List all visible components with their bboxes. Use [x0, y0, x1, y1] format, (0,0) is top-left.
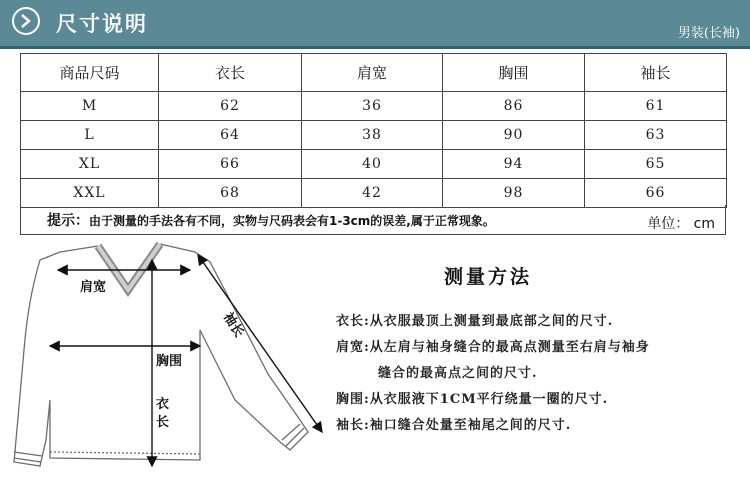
column-header: 衣长	[159, 54, 302, 92]
method-line-shoulder: 肩宽:从左肩与袖身缝合的最高点测量至右肩与袖身	[336, 340, 650, 355]
column-header: 袖长	[585, 54, 727, 92]
table-cell: 36	[302, 92, 443, 121]
table-cell: 61	[585, 92, 727, 121]
table-cell: 90	[443, 121, 585, 150]
table-cell: 38	[302, 121, 443, 150]
method-line-length: 衣长:从衣服最顶上测量到最底部之间的尺寸.	[336, 314, 614, 329]
table-row	[21, 121, 727, 150]
table-cell: 42	[302, 179, 443, 208]
table-cell: 66	[585, 179, 727, 208]
unit-label: 单位： cm	[647, 216, 715, 232]
shoulder-label: 肩宽	[80, 280, 107, 295]
length-label: 衣长	[156, 397, 170, 430]
table-cell: 62	[159, 92, 302, 121]
table-row	[21, 92, 727, 121]
table-header-row	[21, 54, 727, 92]
table-cell: XXL	[21, 179, 159, 208]
tip-row	[20, 205, 726, 235]
size-table	[20, 53, 727, 208]
column-header: 商品尺码	[21, 54, 159, 92]
tip-label: 提示：	[47, 213, 89, 229]
tip-note	[47, 210, 495, 230]
table-row	[21, 179, 727, 208]
table-cell: L	[21, 121, 159, 150]
chest-label: 胸围	[156, 354, 183, 369]
table-cell: 66	[159, 150, 302, 179]
table-row	[21, 150, 727, 179]
table-cell: 86	[443, 92, 585, 121]
method-line-chest: 胸围:从衣服液下1CM平行绕量一圈的尺寸.	[336, 392, 609, 407]
table-cell: 63	[585, 121, 727, 150]
sleeve-label: 袖长	[219, 310, 247, 341]
header-banner	[0, 0, 750, 49]
method-title: 测量方法	[444, 266, 533, 288]
table-cell: 68	[159, 179, 302, 208]
table-cell: 94	[443, 150, 585, 179]
method-line-sleeve: 袖长:袖口缝合处量至袖尾之间的尺寸.	[336, 418, 572, 433]
table-cell: 40	[302, 150, 443, 179]
table-cell: XL	[21, 150, 159, 179]
table-cell: 98	[443, 179, 585, 208]
table-cell: M	[21, 92, 159, 121]
table-cell: 64	[159, 121, 302, 150]
column-header: 胸围	[443, 54, 585, 92]
header-subtitle: 男装(长袖)	[677, 26, 740, 41]
column-header: 肩宽	[302, 54, 443, 92]
tip-text: 由于测量的手法各有不同，实物与尺码表会有1-3cm的误差,属于正常现象。	[89, 214, 495, 228]
table-cell: 65	[585, 150, 727, 179]
page-title: 尺寸说明	[56, 12, 148, 36]
arrow-right-icon	[12, 7, 40, 35]
method-line-shoulder-cont: 缝合的最高点之间的尺寸.	[378, 366, 538, 381]
